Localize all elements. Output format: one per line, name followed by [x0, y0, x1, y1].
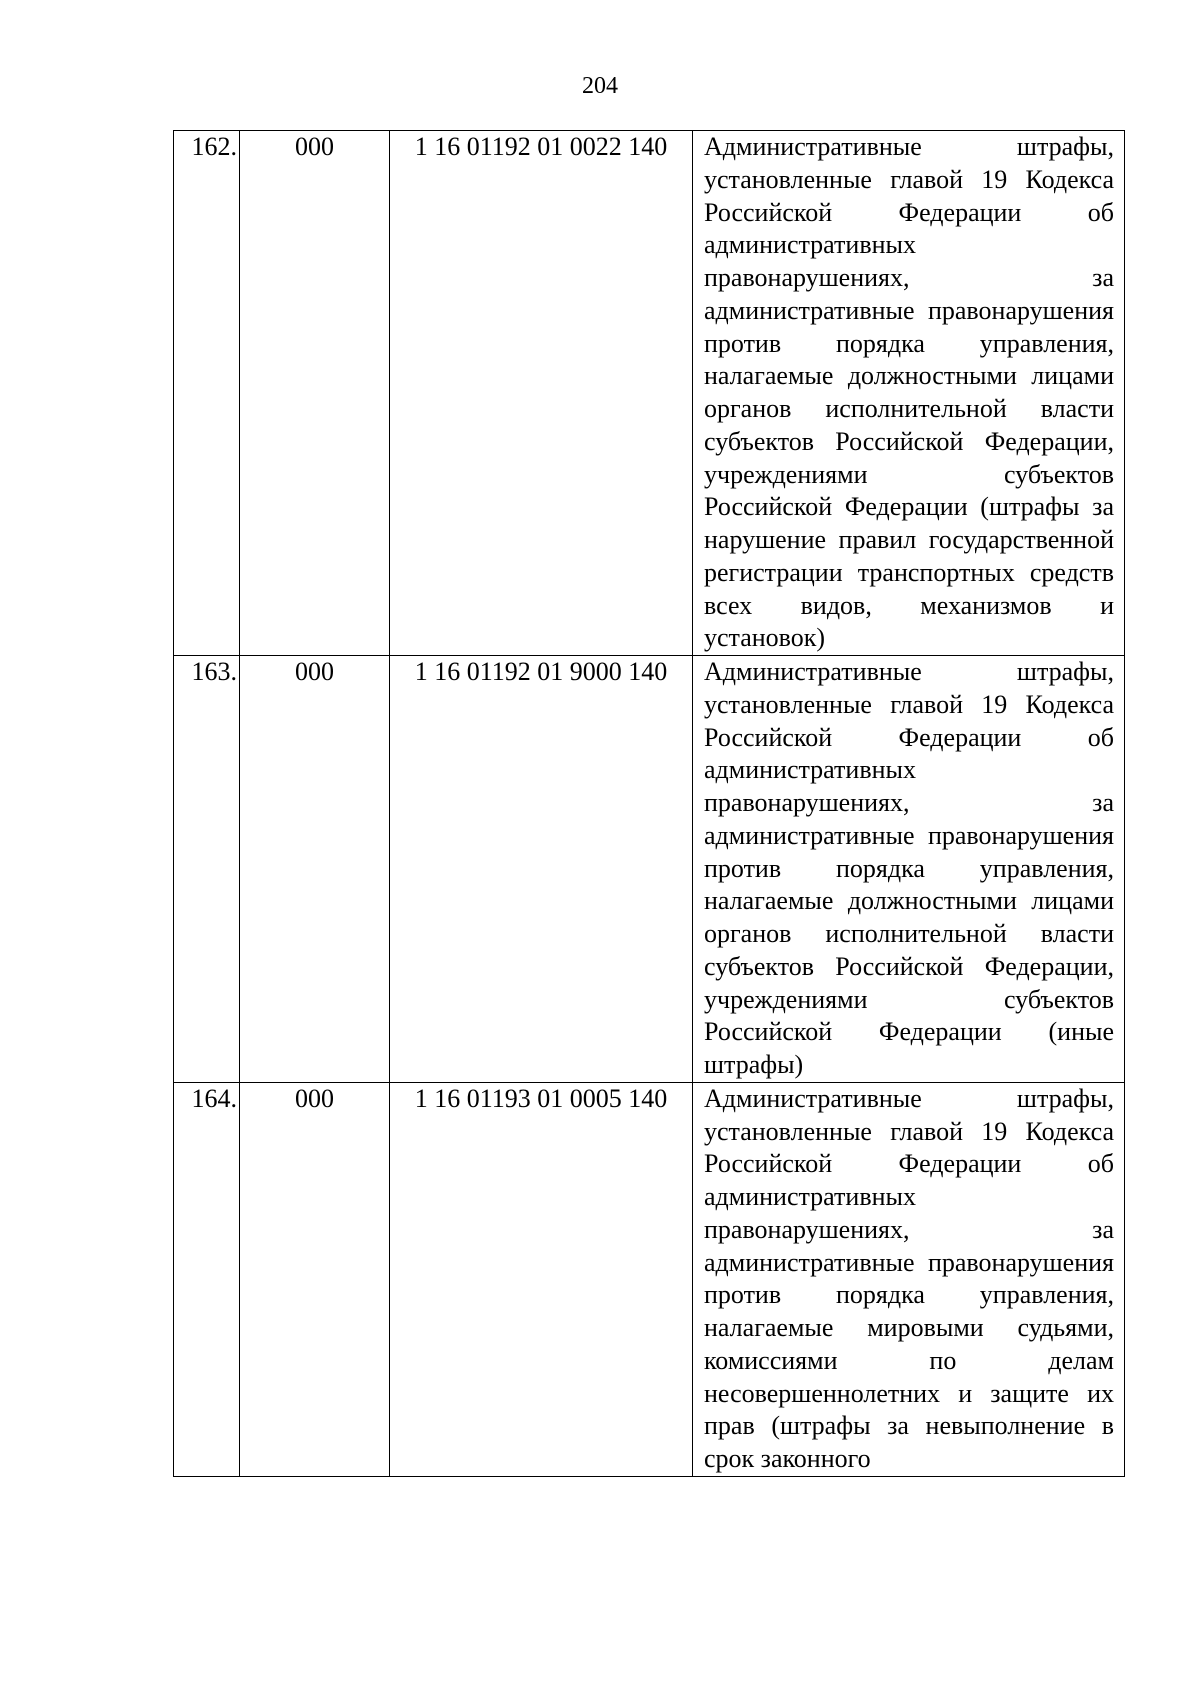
budget-code-cell: [390, 131, 693, 656]
row-number: 164.: [191, 1083, 237, 1113]
budget-code: 1 16 01192 01 0022 140: [414, 132, 668, 161]
admin-code: 000: [295, 1083, 334, 1113]
admin-code-cell: [240, 131, 390, 656]
table-row: [174, 131, 1125, 656]
description-text: Административные штрафы, установленные главой 19 Кодекса Российской Федерации об административных правонарушениях, за административные правонарушения против порядка управления, налагаемые должностными лицами органов исполнительной власти субъектов Российской Федерации, учреждениями субъектов Российской Федерации (штрафы за нарушение правил государственной регистрации транспортных средств всех видов, механизмов и установок): [704, 132, 1114, 653]
description-cell: [693, 656, 1125, 1083]
row-number-cell: [174, 1082, 240, 1476]
budget-code: 1 16 01193 01 0005 140: [414, 1083, 668, 1113]
admin-code: 000: [295, 132, 334, 161]
table-row: [174, 1082, 1125, 1476]
table-row: [174, 656, 1125, 1083]
description-cell: [693, 1082, 1125, 1476]
budget-classification-table: [173, 130, 1125, 1477]
row-number-cell: [174, 131, 240, 656]
budget-code-cell: [390, 656, 693, 1083]
budget-code: 1 16 01192 01 9000 140: [414, 657, 668, 686]
admin-code-cell: [240, 1082, 390, 1476]
admin-code-cell: [240, 656, 390, 1083]
budget-code-cell: [390, 1082, 693, 1476]
description-cell: [693, 131, 1125, 656]
row-number: 162.: [191, 132, 237, 161]
row-number-cell: [174, 656, 240, 1083]
admin-code: 000: [295, 657, 334, 686]
description-text: Административные штрафы, установленные главой 19 Кодекса Российской Федерации об административных правонарушениях, за административные правонарушения против порядка управления, налагаемые мировыми судьями, комиссиями по делам несовершеннолетних и защите их прав (штрафы за невыполнение в срок законного: [704, 1083, 1114, 1473]
description-text: Административные штрафы, установленные главой 19 Кодекса Российской Федерации об административных правонарушениях, за административные правонарушения против порядка управления, налагаемые должностными лицами органов исполнительной власти субъектов Российской Федерации, учреждениями субъектов Российской Федерации (иные штрафы): [704, 657, 1114, 1079]
row-number: 163.: [191, 657, 237, 686]
page-number: 204: [582, 73, 618, 99]
